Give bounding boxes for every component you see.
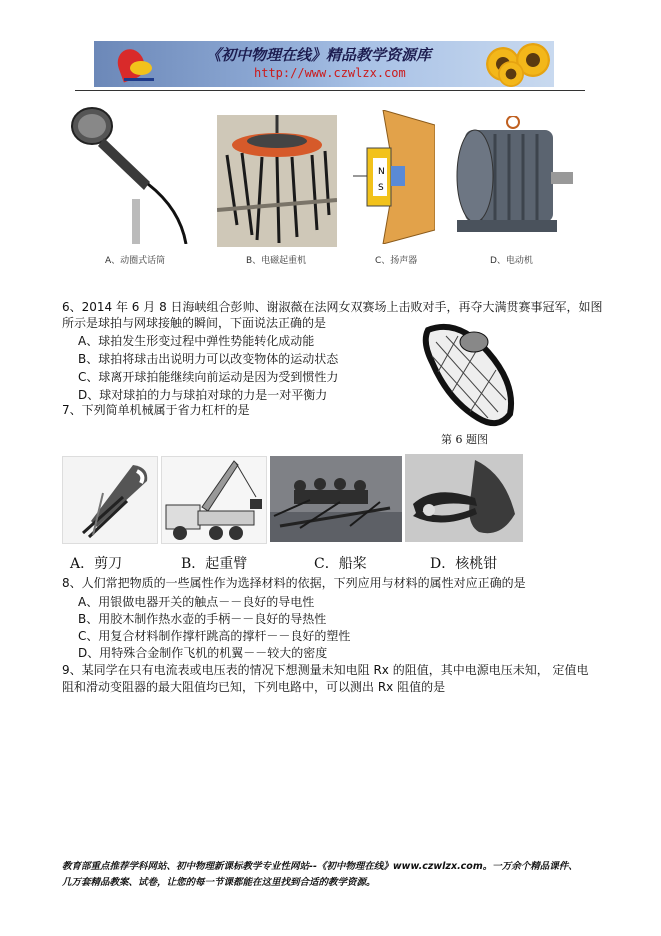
page-footer xyxy=(62,859,622,891)
oar-icon xyxy=(270,456,402,542)
figure-caption: D、电动机 xyxy=(490,256,533,266)
site-banner xyxy=(94,41,554,87)
svg-text:N: N xyxy=(378,167,385,177)
question-8-option: A、用银做电器开关的触点－－良好的导电性 xyxy=(78,595,315,609)
question-6-option: A、球拍发生形变过程中弹性势能转化成动能 xyxy=(78,334,315,348)
tennis-racket-ball-icon xyxy=(418,322,518,427)
loudspeaker-icon xyxy=(353,110,435,244)
scissors-icon xyxy=(62,456,158,544)
footer-line: 教育部重点推荐学科网站、初中物理新课标教学专业性网站--《初中物理在线》www.czwlzx.com。一万余个精品课件、 xyxy=(62,861,578,872)
question-6-option: C、球离开球拍能继续向前运动是因为受到惯性力 xyxy=(78,370,339,384)
electric-motor-icon xyxy=(451,116,573,242)
question-6-option: D、球对球拍的力与球拍对球的力是一对平衡力 xyxy=(78,388,328,402)
header-divider xyxy=(75,90,585,91)
question-8-option: B、用胶木制作热水壶的手柄－－良好的导热性 xyxy=(78,612,327,626)
microphone-icon xyxy=(70,104,190,244)
banner-url[interactable]: http://www.czwlzx.com xyxy=(254,66,406,80)
question-8-stem: 8、人们常把物质的一些属性作为选择材料的依据，下列应用与材料的属性对应正确的是 xyxy=(62,576,526,590)
figure-6-caption: 第 6 题图 xyxy=(441,433,488,446)
crane-arm-icon xyxy=(161,456,267,544)
figure-7-caption: D．核桃钳 xyxy=(430,556,498,572)
question-6-option: B、球拍将球击出说明力可以改变物体的运动状态 xyxy=(78,352,339,366)
figure-caption: A、动圈式话筒 xyxy=(105,256,166,266)
banner-title: 《初中物理在线》精品教学资源库 xyxy=(206,46,432,64)
question-8-option: D、用特殊合金制作飞机的机翼－－较大的密度 xyxy=(78,646,328,660)
question-8-option: C、用复合材料制作撑杆跳高的撑杆－－良好的塑性 xyxy=(78,629,351,643)
logo-underline xyxy=(124,78,154,81)
question-7-stem: 7、下列简单机械属于省力杠杆的是 xyxy=(62,403,250,417)
svg-text:S: S xyxy=(378,183,384,193)
question-6-stem: 所示是球拍与网球接触的瞬间，下面说法正确的是 xyxy=(62,316,327,330)
figure-7-caption: B．起重臂 xyxy=(181,556,248,572)
figure-7-caption: A．剪刀 xyxy=(70,556,123,572)
question-6-stem: 6、2014 年 6 月 8 日海峡组合彭帅、谢淑薇在法网女双赛场上击败对手，再夺大满贯赛事冠军，如图 xyxy=(62,300,603,314)
figure-7-caption: C．船桨 xyxy=(314,556,367,572)
logo-accent-icon xyxy=(130,61,152,75)
figure-caption: B、电磁起重机 xyxy=(246,256,307,266)
sunflower-icon xyxy=(498,61,524,87)
nutcracker-icon xyxy=(405,454,523,542)
electromagnetic-crane-icon xyxy=(217,115,337,247)
question-9-stem: 阻和滑动变阻器的最大阻值均已知，下列电路中，可以测出 Rx 阻值的是 xyxy=(62,680,446,694)
question-9-stem: 9、某同学在只有电流表或电压表的情况下想测量未知电阻 Rx 的阻值，其中电源电压未知， 定值电 xyxy=(62,663,589,677)
figure-caption: C、扬声器 xyxy=(375,256,418,266)
footer-line: 几万套精品教案、试卷，让您的每一节课都能在这里找到合适的教学资源。 xyxy=(62,877,376,888)
